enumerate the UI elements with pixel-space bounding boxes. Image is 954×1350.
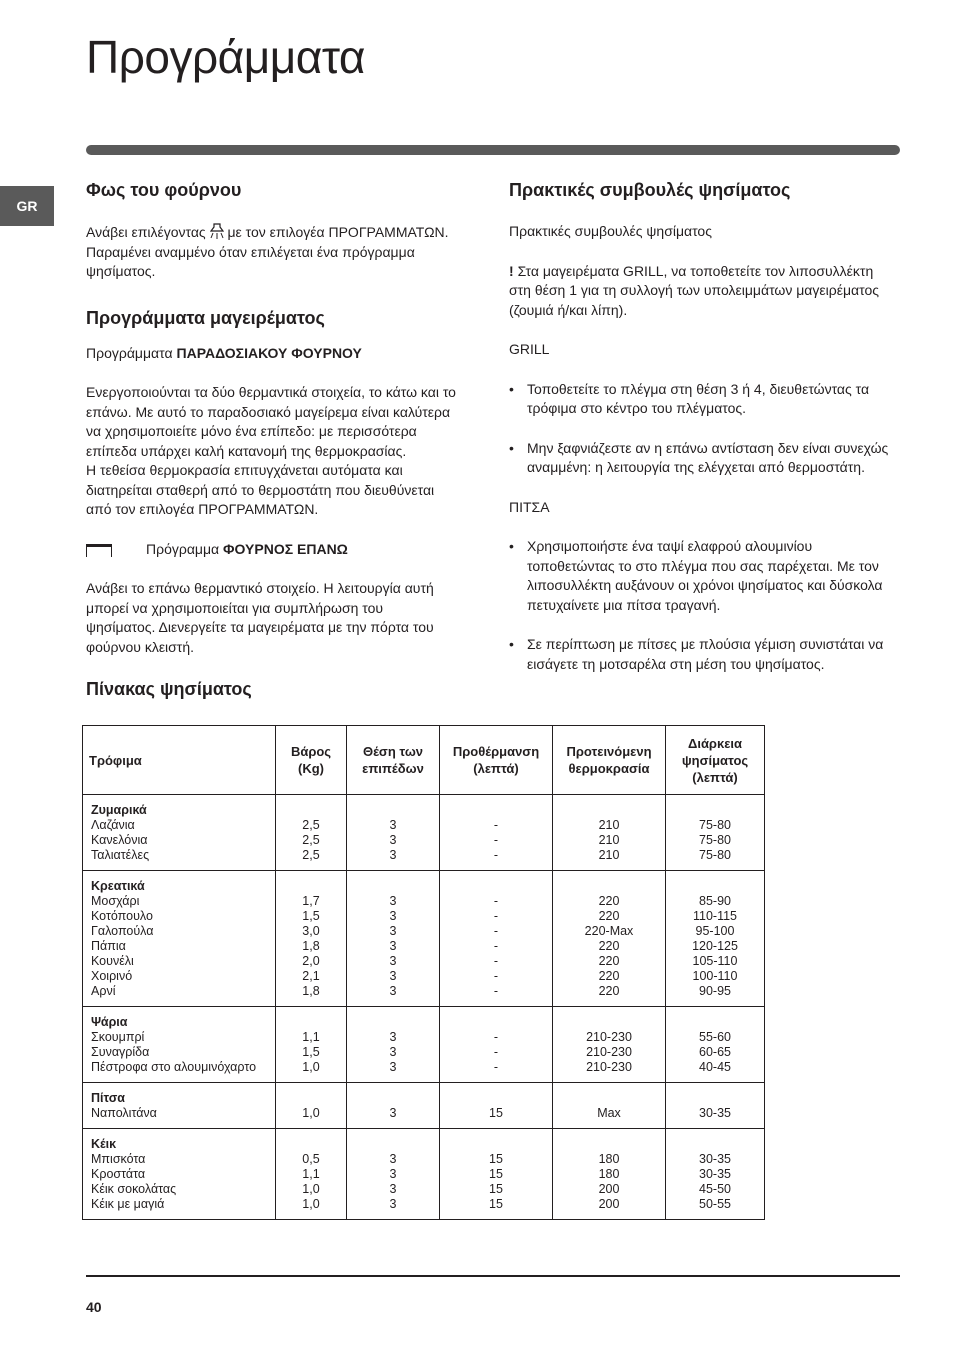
group-spacer [355,1015,431,1030]
grill-bullet-text: Τοποθετείτε το πλέγμα στη θέση 3 ή 4, διευθετώντας τα τρόφιμα στο κέντρο του πλέγματος. [527,380,870,416]
table-cell-preheat [440,1083,553,1129]
table-cell-level [347,795,440,871]
cell-line: 210 [598,818,620,832]
cell-line: Κανελόνια [91,833,148,847]
table-cell-food [83,1129,276,1220]
cell-line: 3 [389,909,397,923]
table-cell-preheat [440,1007,553,1083]
table-cell-weight [276,871,347,1007]
right-column [509,178,889,674]
traditional-oven-desc-1: Ενεργοποιούνται τα δύο θερμαντικά στοιχεία, το κάτω και το επάνω. Με αυτό το παραδοσιακό μαγείρεμα είναι καλύτερα να χρησιμοποιείτε μόνο ένα επίπεδο: με περισσότερα επίπεδα υπάρχει καλή κατανομή της θερμοκρασίας. [86,384,456,459]
cell-line: 1,8 [302,984,320,998]
group-spacer [284,1015,338,1030]
cell-line: - [493,1045,499,1059]
cell-line: 220 [598,954,620,968]
group-name: Πίτσα [91,1091,125,1105]
cell-line: Κροστάτα [91,1167,146,1181]
cell-line: 15 [489,1152,503,1166]
pizza-bullet-text: Χρησιμοποιήστε ένα ταψί ελαφρού αλουμινίου τοποθετώντας το στο πλέγμα που σας παρέχεται. Με τον λιποσυλλέκτη αυξάνουν οι χρόνοι ψησίματος και δύσκολα πετυχαίνετε μια πίτσα τραγανή. [527,538,883,613]
table-row [83,871,765,1007]
cell-line: 75-80 [699,848,731,862]
cell-line: 2,0 [302,954,320,968]
pizza-bullet [509,635,889,674]
oven-light-heading: Φως του φούρνου [86,180,242,200]
cell-line: 1,5 [302,1045,320,1059]
cell-line: - [493,954,499,968]
table-cell-level [347,1129,440,1220]
tips-intro: Πρακτικές συμβουλές ψησίματος [509,223,712,239]
cell-line: 30-35 [699,1167,731,1181]
tips-heading: Πρακτικές συμβουλές ψησίματος [509,180,791,200]
cell-line: 210 [598,848,620,862]
bullet-dot: • [509,380,514,397]
cell-line: 30-35 [699,1106,731,1120]
language-tab: GR [0,186,54,226]
group-spacer [674,803,756,818]
group-spacer [561,879,657,894]
table-cell-preheat [440,871,553,1007]
tips-warning [509,262,889,321]
bullet-dot: • [509,538,514,554]
group-spacer [448,803,544,818]
grill-bullet-text: Μην ξαφνιάζεστε αν η επάνω αντίσταση δεν είναι συνεχώς αναμμένη: η λειτουργία της ελέγχεται από θερμοστάτη. [527,439,889,475]
cell-line: Λαζάνια [91,818,135,832]
page-number: 40 [86,1299,102,1315]
table-cell-weight [276,1083,347,1129]
cell-line: - [493,924,499,938]
cell-line: Αρνί [91,984,116,998]
cell-line: 1,0 [302,1197,320,1211]
cell-line: Σκουμπρί [91,1030,145,1044]
cell-line: 220 [598,909,620,923]
group-spacer [448,1091,544,1106]
cooking-table [82,725,765,1220]
group-name: Ψάρια [91,1015,128,1029]
table-row [83,795,765,871]
table-cell-level [347,1007,440,1083]
cell-line: 85-90 [699,894,731,908]
group-spacer [284,1091,338,1106]
table-cell-weight [276,1007,347,1083]
cell-line: 15 [489,1167,503,1181]
group-name: Ζυμαρικά [91,803,147,817]
table-cell-temp [553,795,666,871]
header-duration: Διάρκεια ψησίματος (λεπτά) [666,726,765,795]
group-spacer [674,879,756,894]
cell-line: Γαλοπούλα [91,924,154,938]
traditional-oven-desc-2: Η τεθείσα θερμοκρασία επιτυγχάνεται αυτόματα και διατηρείται σταθερή από το θερμοστάτη που διευθύνεται από τον επιλογέα ΠΡΟΓΡΑΜΜΑΤΩΝ. [86,462,435,517]
cell-line: 3 [389,1060,397,1074]
table-header-row [83,726,765,795]
grill-label: GRILL [509,341,550,357]
oven-light-text-b: με τον επιλογέα ΠΡΟΓΡΑΜΜΑΤΩΝ. Παραμένει αναμμένο όταν επιλέγεται ένα πρόγραμμα ψησίματος. [86,224,449,279]
cell-line: 1,1 [302,1030,320,1044]
group-spacer [355,879,431,894]
cell-line: 110-115 [692,909,738,923]
cell-line: 180 [598,1167,620,1181]
group-spacer [448,1015,544,1030]
cell-line: 1,7 [302,894,320,908]
cell-line: 3 [389,969,397,983]
header-weight: Βάρος (Kg) [276,726,347,795]
cell-line: Κουνέλι [91,954,134,968]
cell-line: 55-60 [699,1030,731,1044]
warning-text: Στα μαγειρέματα GRILL, να τοποθετείτε τον λιποσυλλέκτη στη θέση 1 για τη συλλογή των υπολειμμάτων μαγειρέματος (ζουμιά ή/και λίπη). [509,262,879,318]
cell-line: 30-35 [699,1152,731,1166]
cell-line: 90-95 [699,984,731,998]
cell-line: Μοσχάρι [91,894,140,908]
table-cell-food [83,871,276,1007]
grill-bullet [509,380,889,419]
cell-line: 0,5 [302,1152,320,1166]
table-cell-preheat [440,1129,553,1220]
cell-line: 75-80 [699,818,731,832]
header-level: Θέση των επιπέδων [347,726,440,795]
cell-line: - [493,848,499,862]
upper-oven-label-bold: ΦΟΥΡΝΟΣ ΕΠΑΝΩ [223,540,348,557]
cell-line: 1,0 [302,1060,320,1074]
pizza-bullet [509,537,889,615]
cell-line: 1,0 [302,1106,320,1120]
group-spacer [561,1015,657,1030]
cell-line: 3 [389,1152,397,1166]
cell-line: 200 [598,1182,620,1196]
footer-divider [86,1275,900,1277]
cell-line: 3 [389,924,397,938]
cell-line: Πάπια [91,939,126,953]
table-cell-temp [553,871,666,1007]
group-spacer [448,879,544,894]
header-food: Τρόφιμα [83,726,276,795]
cell-line: 3 [389,954,397,968]
table-cell-preheat [440,795,553,871]
cell-line: 220 [598,894,620,908]
group-name: Κρεατικά [91,879,145,893]
table-cell-weight [276,795,347,871]
cell-line: 120-125 [692,939,738,953]
table-cell-temp [553,1129,666,1220]
table-cell-temp [553,1007,666,1083]
cell-line: 3 [389,1197,397,1211]
cell-line: 2,5 [302,848,320,862]
warning-mark: ! [509,262,514,279]
page-title: Προγράμματα [86,31,365,83]
upper-oven-desc: Ανάβει το επάνω θερμαντικό στοιχείο. Η λειτουργία αυτή μπορεί να χρησιμοποιείται για συμπλήρωση του ψησίματος. Διενεργείτε τα μαγειρέματα με την πόρτα του φούρνου κλειστή. [86,580,434,655]
cell-line: 3 [389,1106,397,1120]
table-row [83,1129,765,1220]
oven-light-text [86,222,456,282]
cell-line: 3 [389,1030,397,1044]
cell-line: 40-45 [699,1060,731,1074]
cell-line: 15 [489,1197,503,1211]
table-cell-duration [666,1083,765,1129]
group-spacer [355,1137,431,1152]
group-spacer [355,803,431,818]
cell-line: 220 [598,984,620,998]
cell-line: 75-80 [699,833,731,847]
group-spacer [284,879,338,894]
cell-line: 2,5 [302,818,320,832]
cell-line: Ναπολιτάνα [91,1106,157,1120]
cell-line: 210-230 [586,1030,632,1044]
cell-line: Κοτόπουλο [91,909,153,923]
cell-line: 210-230 [586,1060,632,1074]
cell-line: 200 [598,1197,620,1211]
cell-line: 105-110 [692,954,738,968]
group-spacer [561,1091,657,1106]
upper-oven-label-text: Πρόγραμμα [146,540,220,557]
cell-line: 3 [389,818,397,832]
header-preheat: Προθέρμανση (λεπτά) [440,726,553,795]
cell-line: 1,0 [302,1182,320,1196]
group-spacer [561,1137,657,1152]
cell-line: 220 [598,939,620,953]
cell-line: Συναγρίδα [91,1045,150,1059]
bullet-dot: • [509,636,514,652]
table-cell-duration [666,795,765,871]
table-cell-level [347,1083,440,1129]
cell-line: - [493,833,499,847]
cell-line: 3 [389,1167,397,1181]
cell-line: 3 [389,833,397,847]
cell-line: Μπισκότα [91,1152,146,1166]
cell-line: 3,0 [302,924,320,938]
cell-line: Ταλιατέλες [91,848,150,862]
cell-line: Πέστροφα στο αλουμινόχαρτο [91,1060,257,1074]
cell-line: 1,8 [302,939,320,953]
table-cell-food [83,1083,276,1129]
group-spacer [448,1137,544,1152]
table-body [83,795,765,1220]
cooking-programs-heading: Προγράμματα μαγειρέματος [86,307,325,328]
oven-light-text-a: Ανάβει επιλέγοντας [86,224,206,240]
cell-line: 2,5 [302,833,320,847]
cell-line: 100-110 [692,969,738,983]
table-cell-food [83,1007,276,1083]
cell-line: 2,1 [302,969,320,983]
upper-oven-label [146,540,348,560]
cell-line: 1,5 [302,909,320,923]
pizza-bullet-text: Σε περίπτωση με πίτσες με πλούσια γέμιση συνιστάται να εισάγετε τη μοτσαρέλα στη μέση του ψησίματος. [527,636,884,672]
group-spacer [355,1091,431,1106]
group-spacer [284,803,338,818]
cell-line: Χοιρινό [91,969,133,983]
group-spacer [674,1091,756,1106]
upper-heating-icon [86,544,112,557]
cooking-table-heading: Πίνακας ψησίματος [86,679,252,699]
table-row [83,1083,765,1129]
table-cell-food [83,795,276,871]
bullet-dot: • [509,439,514,456]
cell-line: Κέικ σοκολάτας [91,1182,177,1196]
group-spacer [674,1137,756,1152]
traditional-oven-label-text: Προγράμματα [86,344,173,361]
cell-line: 180 [598,1152,620,1166]
cell-line: 210-230 [586,1045,632,1059]
cell-line: Κέικ με μαγιά [91,1197,165,1211]
cell-line: Max [597,1106,621,1120]
cell-line: - [493,939,499,953]
cell-line: - [493,818,499,832]
group-spacer [561,803,657,818]
table-row [83,1007,765,1083]
group-spacer [674,1015,756,1030]
cell-line: 15 [489,1106,503,1120]
cell-line: 220 [598,969,620,983]
table-cell-weight [276,1129,347,1220]
table-cell-duration [666,1007,765,1083]
cell-line: - [493,909,499,923]
cell-line: 50-55 [699,1197,731,1211]
group-spacer [284,1137,338,1152]
cell-line: 15 [489,1182,503,1196]
traditional-oven-label [86,344,456,364]
cell-line: 3 [389,984,397,998]
cell-line: 3 [389,939,397,953]
header-temp: Προτεινόμενη θερμοκρασία [553,726,666,795]
cell-line: 45-50 [699,1182,731,1196]
cell-line: - [493,1030,499,1044]
left-column [86,178,456,701]
cell-line: - [493,969,499,983]
table-cell-level [347,871,440,1007]
title-divider [86,145,900,155]
group-name: Κέικ [91,1137,117,1151]
cell-line: 3 [389,894,397,908]
cell-line: - [493,984,499,998]
cell-line: - [493,1060,499,1074]
cell-line: 1,1 [302,1167,320,1181]
cell-line: 3 [389,848,397,862]
cell-line: 220-Max [584,924,634,938]
table-cell-temp [553,1083,666,1129]
traditional-oven-label-bold: ΠΑΡΑΔΟΣΙΑΚΟΥ ΦΟΥΡΝΟΥ [176,344,362,361]
table-cell-duration [666,1129,765,1220]
grill-bullet [509,439,889,478]
cell-line: 210 [598,833,620,847]
upper-oven-row [86,540,456,560]
cell-line: 3 [389,1182,397,1196]
cell-line: - [493,894,499,908]
cell-line: 3 [389,1045,397,1059]
table-cell-duration [666,871,765,1007]
cell-line: 95-100 [695,924,735,938]
oven-light-icon [210,222,224,240]
pizza-label: ΠΙΤΣΑ [509,498,550,515]
cell-line: 60-65 [699,1045,731,1059]
